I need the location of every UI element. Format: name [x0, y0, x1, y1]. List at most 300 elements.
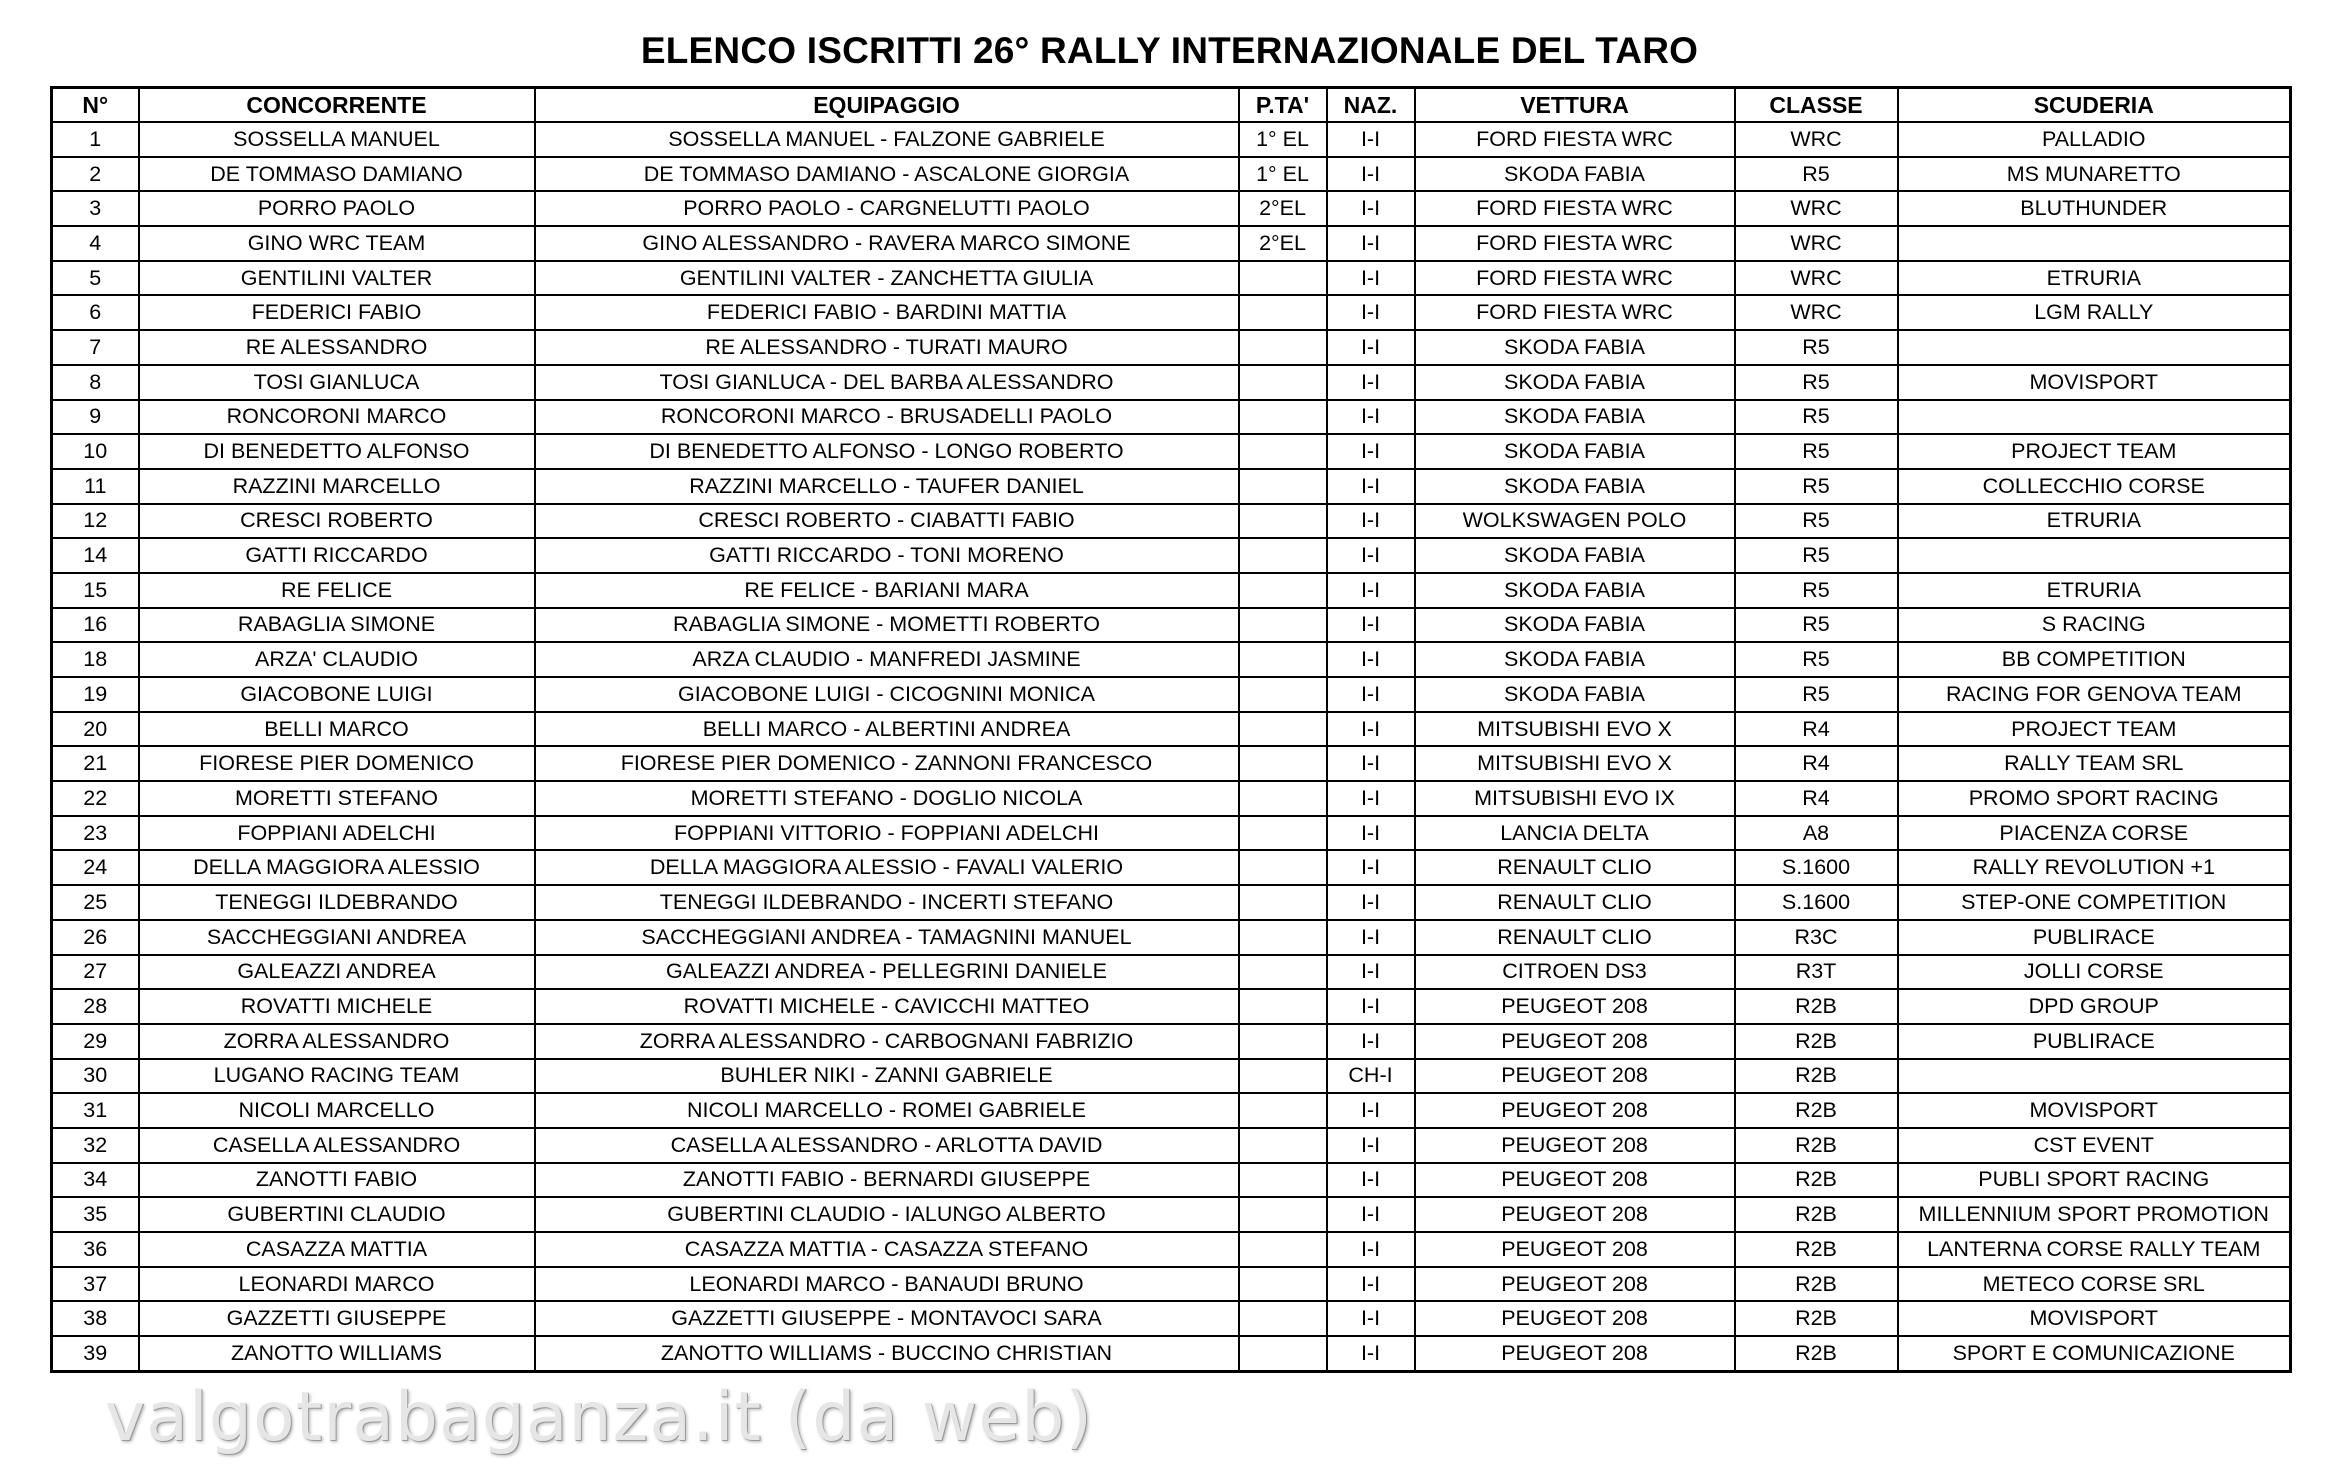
- cell-number: 36: [52, 1232, 139, 1267]
- cell-concorrente: TOSI GIANLUCA: [139, 365, 535, 400]
- cell-vettura: PEUGEOT 208: [1415, 1128, 1735, 1163]
- table-row: [52, 816, 2291, 851]
- cell-scuderia: PROJECT TEAM: [1898, 712, 2291, 747]
- cell-number: 18: [52, 642, 139, 677]
- cell-vettura: SKODA FABIA: [1415, 608, 1735, 643]
- cell-nazionalita: I-I: [1327, 191, 1415, 226]
- cell-number: 2: [52, 157, 139, 192]
- cell-nazionalita: I-I: [1327, 122, 1415, 157]
- cell-nazionalita: I-I: [1327, 955, 1415, 990]
- cell-priorita: [1239, 295, 1327, 330]
- cell-concorrente: RONCORONI MARCO: [139, 400, 535, 435]
- table-row: [52, 781, 2291, 816]
- cell-number: 25: [52, 885, 139, 920]
- cell-priorita: [1239, 330, 1327, 365]
- cell-nazionalita: I-I: [1327, 434, 1415, 469]
- cell-equipaggio: GINO ALESSANDRO - RAVERA MARCO SIMONE: [535, 226, 1239, 261]
- cell-number: 27: [52, 955, 139, 990]
- cell-number: 6: [52, 295, 139, 330]
- cell-priorita: [1239, 677, 1327, 712]
- cell-priorita: [1239, 1301, 1327, 1336]
- cell-priorita: [1239, 1336, 1327, 1371]
- cell-scuderia: PIACENZA CORSE: [1898, 816, 2291, 851]
- cell-number: 22: [52, 781, 139, 816]
- cell-number: 32: [52, 1128, 139, 1163]
- cell-nazionalita: I-I: [1327, 1163, 1415, 1198]
- cell-scuderia: LANTERNA CORSE RALLY TEAM: [1898, 1232, 2291, 1267]
- cell-equipaggio: FEDERICI FABIO - BARDINI MATTIA: [535, 295, 1239, 330]
- cell-classe: R5: [1735, 157, 1898, 192]
- cell-nazionalita: I-I: [1327, 1336, 1415, 1371]
- table-row: [52, 920, 2291, 955]
- cell-equipaggio: CASELLA ALESSANDRO - ARLOTTA DAVID: [535, 1128, 1239, 1163]
- cell-priorita: [1239, 365, 1327, 400]
- cell-classe: R5: [1735, 573, 1898, 608]
- cell-scuderia: LGM RALLY: [1898, 295, 2291, 330]
- cell-classe: WRC: [1735, 191, 1898, 226]
- cell-equipaggio: GATTI RICCARDO - TONI MORENO: [535, 538, 1239, 573]
- cell-classe: R5: [1735, 434, 1898, 469]
- cell-equipaggio: DE TOMMASO DAMIANO - ASCALONE GIORGIA: [535, 157, 1239, 192]
- cell-number: 15: [52, 573, 139, 608]
- cell-nazionalita: I-I: [1327, 226, 1415, 261]
- cell-number: 12: [52, 504, 139, 539]
- cell-concorrente: ZANOTTO WILLIAMS: [139, 1336, 535, 1371]
- cell-vettura: SKODA FABIA: [1415, 538, 1735, 573]
- cell-priorita: [1239, 989, 1327, 1024]
- cell-nazionalita: I-I: [1327, 400, 1415, 435]
- cell-classe: R5: [1735, 677, 1898, 712]
- cell-number: 14: [52, 538, 139, 573]
- watermark: valgotrabaganza.it (da web): [105, 1378, 1093, 1457]
- cell-equipaggio: RE ALESSANDRO - TURATI MAURO: [535, 330, 1239, 365]
- cell-concorrente: MORETTI STEFANO: [139, 781, 535, 816]
- cell-priorita: [1239, 504, 1327, 539]
- cell-vettura: PEUGEOT 208: [1415, 1024, 1735, 1059]
- cell-concorrente: RABAGLIA SIMONE: [139, 608, 535, 643]
- cell-classe: R2B: [1735, 1059, 1898, 1094]
- column-header-priorita: P.TA': [1239, 88, 1327, 123]
- cell-number: 29: [52, 1024, 139, 1059]
- cell-vettura: SKODA FABIA: [1415, 469, 1735, 504]
- cell-concorrente: CASELLA ALESSANDRO: [139, 1128, 535, 1163]
- cell-concorrente: GALEAZZI ANDREA: [139, 955, 535, 990]
- cell-nazionalita: I-I: [1327, 1128, 1415, 1163]
- cell-scuderia: MS MUNARETTO: [1898, 157, 2291, 192]
- cell-concorrente: TENEGGI ILDEBRANDO: [139, 885, 535, 920]
- cell-scuderia: METECO CORSE SRL: [1898, 1267, 2291, 1302]
- cell-number: 21: [52, 746, 139, 781]
- cell-nazionalita: I-I: [1327, 295, 1415, 330]
- table-row: [52, 1128, 2291, 1163]
- table-row: [52, 642, 2291, 677]
- cell-vettura: PEUGEOT 208: [1415, 1232, 1735, 1267]
- cell-vettura: SKODA FABIA: [1415, 400, 1735, 435]
- cell-vettura: SKODA FABIA: [1415, 573, 1735, 608]
- cell-concorrente: NICOLI MARCELLO: [139, 1093, 535, 1128]
- cell-equipaggio: GIACOBONE LUIGI - CICOGNINI MONICA: [535, 677, 1239, 712]
- cell-nazionalita: CH-I: [1327, 1059, 1415, 1094]
- table-row: [52, 1301, 2291, 1336]
- cell-scuderia: BB COMPETITION: [1898, 642, 2291, 677]
- cell-classe: R2B: [1735, 1128, 1898, 1163]
- cell-nazionalita: I-I: [1327, 816, 1415, 851]
- table-row: [52, 191, 2291, 226]
- cell-classe: R2B: [1735, 1093, 1898, 1128]
- cell-scuderia: MILLENNIUM SPORT PROMOTION: [1898, 1197, 2291, 1232]
- cell-classe: R2B: [1735, 1163, 1898, 1198]
- cell-vettura: FORD FIESTA WRC: [1415, 226, 1735, 261]
- cell-nazionalita: I-I: [1327, 677, 1415, 712]
- cell-classe: R2B: [1735, 1197, 1898, 1232]
- cell-scuderia: CST EVENT: [1898, 1128, 2291, 1163]
- table-row: [52, 1163, 2291, 1198]
- cell-priorita: [1239, 400, 1327, 435]
- cell-priorita: [1239, 712, 1327, 747]
- cell-concorrente: CASAZZA MATTIA: [139, 1232, 535, 1267]
- cell-nazionalita: I-I: [1327, 746, 1415, 781]
- cell-vettura: PEUGEOT 208: [1415, 1267, 1735, 1302]
- cell-nazionalita: I-I: [1327, 365, 1415, 400]
- cell-equipaggio: DELLA MAGGIORA ALESSIO - FAVALI VALERIO: [535, 850, 1239, 885]
- cell-number: 39: [52, 1336, 139, 1371]
- cell-scuderia: COLLECCHIO CORSE: [1898, 469, 2291, 504]
- cell-number: 7: [52, 330, 139, 365]
- cell-concorrente: ARZA' CLAUDIO: [139, 642, 535, 677]
- cell-number: 19: [52, 677, 139, 712]
- cell-number: 37: [52, 1267, 139, 1302]
- cell-scuderia: JOLLI CORSE: [1898, 955, 2291, 990]
- cell-classe: WRC: [1735, 226, 1898, 261]
- cell-nazionalita: I-I: [1327, 1197, 1415, 1232]
- cell-priorita: [1239, 885, 1327, 920]
- cell-classe: R4: [1735, 781, 1898, 816]
- cell-scuderia: [1898, 226, 2291, 261]
- cell-scuderia: STEP-ONE COMPETITION: [1898, 885, 2291, 920]
- cell-scuderia: ETRURIA: [1898, 261, 2291, 296]
- table-row: [52, 712, 2291, 747]
- table-row: [52, 538, 2291, 573]
- cell-equipaggio: FOPPIANI VITTORIO - FOPPIANI ADELCHI: [535, 816, 1239, 851]
- cell-nazionalita: I-I: [1327, 538, 1415, 573]
- cell-nazionalita: I-I: [1327, 781, 1415, 816]
- cell-priorita: [1239, 746, 1327, 781]
- column-header-classe: CLASSE: [1735, 88, 1898, 123]
- cell-classe: R4: [1735, 712, 1898, 747]
- cell-concorrente: GINO WRC TEAM: [139, 226, 535, 261]
- cell-concorrente: GENTILINI VALTER: [139, 261, 535, 296]
- cell-priorita: 2°EL: [1239, 191, 1327, 226]
- cell-classe: R5: [1735, 642, 1898, 677]
- cell-vettura: PEUGEOT 208: [1415, 1059, 1735, 1094]
- cell-scuderia: DPD GROUP: [1898, 989, 2291, 1024]
- cell-vettura: MITSUBISHI EVO X: [1415, 746, 1735, 781]
- cell-classe: WRC: [1735, 261, 1898, 296]
- table-row: [52, 1197, 2291, 1232]
- cell-concorrente: GUBERTINI CLAUDIO: [139, 1197, 535, 1232]
- table-row: [52, 573, 2291, 608]
- cell-vettura: FORD FIESTA WRC: [1415, 122, 1735, 157]
- cell-priorita: [1239, 469, 1327, 504]
- cell-equipaggio: ZANOTTO WILLIAMS - BUCCINO CHRISTIAN: [535, 1336, 1239, 1371]
- cell-concorrente: FIORESE PIER DOMENICO: [139, 746, 535, 781]
- cell-nazionalita: I-I: [1327, 1301, 1415, 1336]
- cell-vettura: RENAULT CLIO: [1415, 920, 1735, 955]
- cell-number: 31: [52, 1093, 139, 1128]
- cell-equipaggio: GUBERTINI CLAUDIO - IALUNGO ALBERTO: [535, 1197, 1239, 1232]
- cell-classe: R5: [1735, 330, 1898, 365]
- cell-equipaggio: MORETTI STEFANO - DOGLIO NICOLA: [535, 781, 1239, 816]
- cell-nazionalita: I-I: [1327, 885, 1415, 920]
- cell-concorrente: PORRO PAOLO: [139, 191, 535, 226]
- cell-vettura: FORD FIESTA WRC: [1415, 191, 1735, 226]
- cell-priorita: [1239, 1163, 1327, 1198]
- column-header-equipaggio: EQUIPAGGIO: [535, 88, 1239, 123]
- cell-priorita: [1239, 1267, 1327, 1302]
- cell-concorrente: ZANOTTI FABIO: [139, 1163, 535, 1198]
- cell-scuderia: [1898, 400, 2291, 435]
- cell-priorita: [1239, 261, 1327, 296]
- cell-equipaggio: GENTILINI VALTER - ZANCHETTA GIULIA: [535, 261, 1239, 296]
- cell-concorrente: FOPPIANI ADELCHI: [139, 816, 535, 851]
- cell-vettura: SKODA FABIA: [1415, 365, 1735, 400]
- cell-classe: R3T: [1735, 955, 1898, 990]
- cell-classe: R5: [1735, 504, 1898, 539]
- cell-concorrente: BELLI MARCO: [139, 712, 535, 747]
- page-title: ELENCO ISCRITTI 26° RALLY INTERNAZIONALE DEL TARO: [640, 30, 1699, 71]
- cell-priorita: [1239, 434, 1327, 469]
- cell-scuderia: [1898, 330, 2291, 365]
- cell-concorrente: GAZZETTI GIUSEPPE: [139, 1301, 535, 1336]
- cell-vettura: RENAULT CLIO: [1415, 850, 1735, 885]
- cell-priorita: [1239, 1024, 1327, 1059]
- table-row: [52, 850, 2291, 885]
- cell-vettura: PEUGEOT 208: [1415, 1163, 1735, 1198]
- cell-scuderia: ETRURIA: [1898, 573, 2291, 608]
- cell-concorrente: GIACOBONE LUIGI: [139, 677, 535, 712]
- cell-concorrente: SACCHEGGIANI ANDREA: [139, 920, 535, 955]
- cell-classe: R4: [1735, 746, 1898, 781]
- cell-number: 8: [52, 365, 139, 400]
- cell-equipaggio: BELLI MARCO - ALBERTINI ANDREA: [535, 712, 1239, 747]
- cell-classe: R5: [1735, 365, 1898, 400]
- cell-scuderia: PROMO SPORT RACING: [1898, 781, 2291, 816]
- cell-priorita: [1239, 573, 1327, 608]
- cell-equipaggio: CRESCI ROBERTO - CIABATTI FABIO: [535, 504, 1239, 539]
- cell-equipaggio: SOSSELLA MANUEL - FALZONE GABRIELE: [535, 122, 1239, 157]
- cell-priorita: [1239, 920, 1327, 955]
- cell-classe: R2B: [1735, 1232, 1898, 1267]
- table-row: [52, 746, 2291, 781]
- cell-equipaggio: RABAGLIA SIMONE - MOMETTI ROBERTO: [535, 608, 1239, 643]
- table-row: [52, 1059, 2291, 1094]
- cell-priorita: 1° EL: [1239, 157, 1327, 192]
- cell-classe: WRC: [1735, 295, 1898, 330]
- cell-equipaggio: DI BENEDETTO ALFONSO - LONGO ROBERTO: [535, 434, 1239, 469]
- cell-vettura: SKODA FABIA: [1415, 677, 1735, 712]
- cell-vettura: LANCIA DELTA: [1415, 816, 1735, 851]
- cell-classe: R2B: [1735, 989, 1898, 1024]
- cell-concorrente: LEONARDI MARCO: [139, 1267, 535, 1302]
- table-row: [52, 1024, 2291, 1059]
- cell-vettura: PEUGEOT 208: [1415, 1093, 1735, 1128]
- cell-vettura: SKODA FABIA: [1415, 330, 1735, 365]
- cell-number: 35: [52, 1197, 139, 1232]
- cell-number: 26: [52, 920, 139, 955]
- cell-classe: R2B: [1735, 1336, 1898, 1371]
- cell-number: 10: [52, 434, 139, 469]
- table-row: [52, 1093, 2291, 1128]
- cell-number: 9: [52, 400, 139, 435]
- cell-nazionalita: I-I: [1327, 261, 1415, 296]
- cell-equipaggio: ROVATTI MICHELE - CAVICCHI MATTEO: [535, 989, 1239, 1024]
- cell-concorrente: ZORRA ALESSANDRO: [139, 1024, 535, 1059]
- cell-scuderia: MOVISPORT: [1898, 1093, 2291, 1128]
- cell-concorrente: FEDERICI FABIO: [139, 295, 535, 330]
- cell-concorrente: RAZZINI MARCELLO: [139, 469, 535, 504]
- cell-classe: R5: [1735, 400, 1898, 435]
- cell-nazionalita: I-I: [1327, 920, 1415, 955]
- cell-equipaggio: TENEGGI ILDEBRANDO - INCERTI STEFANO: [535, 885, 1239, 920]
- cell-priorita: [1239, 1232, 1327, 1267]
- cell-scuderia: S RACING: [1898, 608, 2291, 643]
- cell-number: 38: [52, 1301, 139, 1336]
- table-row: [52, 1336, 2291, 1371]
- cell-equipaggio: ZORRA ALESSANDRO - CARBOGNANI FABRIZIO: [535, 1024, 1239, 1059]
- cell-nazionalita: I-I: [1327, 712, 1415, 747]
- table-body: [52, 122, 2291, 1371]
- cell-concorrente: DE TOMMASO DAMIANO: [139, 157, 535, 192]
- table-row: [52, 122, 2291, 157]
- cell-concorrente: SOSSELLA MANUEL: [139, 122, 535, 157]
- cell-vettura: PEUGEOT 208: [1415, 1301, 1735, 1336]
- cell-equipaggio: SACCHEGGIANI ANDREA - TAMAGNINI MANUEL: [535, 920, 1239, 955]
- table-header-row: [52, 88, 2291, 123]
- cell-classe: S.1600: [1735, 850, 1898, 885]
- cell-scuderia: [1898, 1059, 2291, 1094]
- cell-priorita: [1239, 850, 1327, 885]
- cell-classe: R3C: [1735, 920, 1898, 955]
- table-row: [52, 157, 2291, 192]
- table-row: [52, 955, 2291, 990]
- table-row: [52, 226, 2291, 261]
- column-header-number: N°: [52, 88, 139, 123]
- cell-concorrente: CRESCI ROBERTO: [139, 504, 535, 539]
- column-header-concorrente: CONCORRENTE: [139, 88, 535, 123]
- table-row: [52, 469, 2291, 504]
- cell-vettura: MITSUBISHI EVO IX: [1415, 781, 1735, 816]
- cell-number: 3: [52, 191, 139, 226]
- cell-number: 30: [52, 1059, 139, 1094]
- cell-nazionalita: I-I: [1327, 608, 1415, 643]
- cell-equipaggio: GAZZETTI GIUSEPPE - MONTAVOCI SARA: [535, 1301, 1239, 1336]
- cell-equipaggio: NICOLI MARCELLO - ROMEI GABRIELE: [535, 1093, 1239, 1128]
- cell-equipaggio: LEONARDI MARCO - BANAUDI BRUNO: [535, 1267, 1239, 1302]
- cell-classe: A8: [1735, 816, 1898, 851]
- cell-classe: R5: [1735, 608, 1898, 643]
- cell-priorita: [1239, 538, 1327, 573]
- column-header-nazionalita: NAZ.: [1327, 88, 1415, 123]
- cell-number: 20: [52, 712, 139, 747]
- cell-concorrente: GATTI RICCARDO: [139, 538, 535, 573]
- cell-scuderia: BLUTHUNDER: [1898, 191, 2291, 226]
- cell-nazionalita: I-I: [1327, 157, 1415, 192]
- cell-vettura: PEUGEOT 208: [1415, 1336, 1735, 1371]
- cell-vettura: SKODA FABIA: [1415, 434, 1735, 469]
- cell-classe: S.1600: [1735, 885, 1898, 920]
- table-row: [52, 1267, 2291, 1302]
- cell-number: 23: [52, 816, 139, 851]
- cell-number: 16: [52, 608, 139, 643]
- table-row: [52, 608, 2291, 643]
- cell-nazionalita: I-I: [1327, 1232, 1415, 1267]
- cell-equipaggio: FIORESE PIER DOMENICO - ZANNONI FRANCESCO: [535, 746, 1239, 781]
- cell-concorrente: DELLA MAGGIORA ALESSIO: [139, 850, 535, 885]
- cell-nazionalita: I-I: [1327, 850, 1415, 885]
- cell-concorrente: ROVATTI MICHELE: [139, 989, 535, 1024]
- cell-equipaggio: CASAZZA MATTIA - CASAZZA STEFANO: [535, 1232, 1239, 1267]
- cell-scuderia: ETRURIA: [1898, 504, 2291, 539]
- table-row: [52, 504, 2291, 539]
- cell-classe: R2B: [1735, 1267, 1898, 1302]
- cell-nazionalita: I-I: [1327, 469, 1415, 504]
- cell-concorrente: RE ALESSANDRO: [139, 330, 535, 365]
- cell-vettura: FORD FIESTA WRC: [1415, 295, 1735, 330]
- cell-scuderia: MOVISPORT: [1898, 1301, 2291, 1336]
- cell-scuderia: MOVISPORT: [1898, 365, 2291, 400]
- entry-list-table: [50, 86, 2292, 1373]
- cell-nazionalita: I-I: [1327, 330, 1415, 365]
- cell-nazionalita: I-I: [1327, 1267, 1415, 1302]
- cell-number: 24: [52, 850, 139, 885]
- cell-equipaggio: ARZA CLAUDIO - MANFREDI JASMINE: [535, 642, 1239, 677]
- cell-equipaggio: RONCORONI MARCO - BRUSADELLI PAOLO: [535, 400, 1239, 435]
- cell-scuderia: [1898, 538, 2291, 573]
- cell-scuderia: PUBLIRACE: [1898, 1024, 2291, 1059]
- cell-concorrente: DI BENEDETTO ALFONSO: [139, 434, 535, 469]
- cell-scuderia: PALLADIO: [1898, 122, 2291, 157]
- cell-scuderia: PUBLI SPORT RACING: [1898, 1163, 2291, 1198]
- table-row: [52, 330, 2291, 365]
- cell-classe: R5: [1735, 469, 1898, 504]
- cell-equipaggio: GALEAZZI ANDREA - PELLEGRINI DANIELE: [535, 955, 1239, 990]
- cell-vettura: CITROEN DS3: [1415, 955, 1735, 990]
- cell-number: 4: [52, 226, 139, 261]
- cell-concorrente: LUGANO RACING TEAM: [139, 1059, 535, 1094]
- cell-priorita: [1239, 1197, 1327, 1232]
- cell-equipaggio: TOSI GIANLUCA - DEL BARBA ALESSANDRO: [535, 365, 1239, 400]
- cell-vettura: FORD FIESTA WRC: [1415, 261, 1735, 296]
- cell-equipaggio: RE FELICE - BARIANI MARA: [535, 573, 1239, 608]
- cell-scuderia: RALLY TEAM SRL: [1898, 746, 2291, 781]
- cell-nazionalita: I-I: [1327, 1024, 1415, 1059]
- cell-number: 11: [52, 469, 139, 504]
- cell-equipaggio: PORRO PAOLO - CARGNELUTTI PAOLO: [535, 191, 1239, 226]
- cell-classe: R2B: [1735, 1301, 1898, 1336]
- table-row: [52, 261, 2291, 296]
- cell-equipaggio: RAZZINI MARCELLO - TAUFER DANIEL: [535, 469, 1239, 504]
- cell-priorita: [1239, 955, 1327, 990]
- cell-priorita: [1239, 1093, 1327, 1128]
- cell-number: 34: [52, 1163, 139, 1198]
- cell-equipaggio: ZANOTTI FABIO - BERNARDI GIUSEPPE: [535, 1163, 1239, 1198]
- cell-equipaggio: BUHLER NIKI - ZANNI GABRIELE: [535, 1059, 1239, 1094]
- table-row: [52, 434, 2291, 469]
- cell-nazionalita: I-I: [1327, 989, 1415, 1024]
- cell-number: 1: [52, 122, 139, 157]
- table-row: [52, 677, 2291, 712]
- cell-vettura: PEUGEOT 208: [1415, 1197, 1735, 1232]
